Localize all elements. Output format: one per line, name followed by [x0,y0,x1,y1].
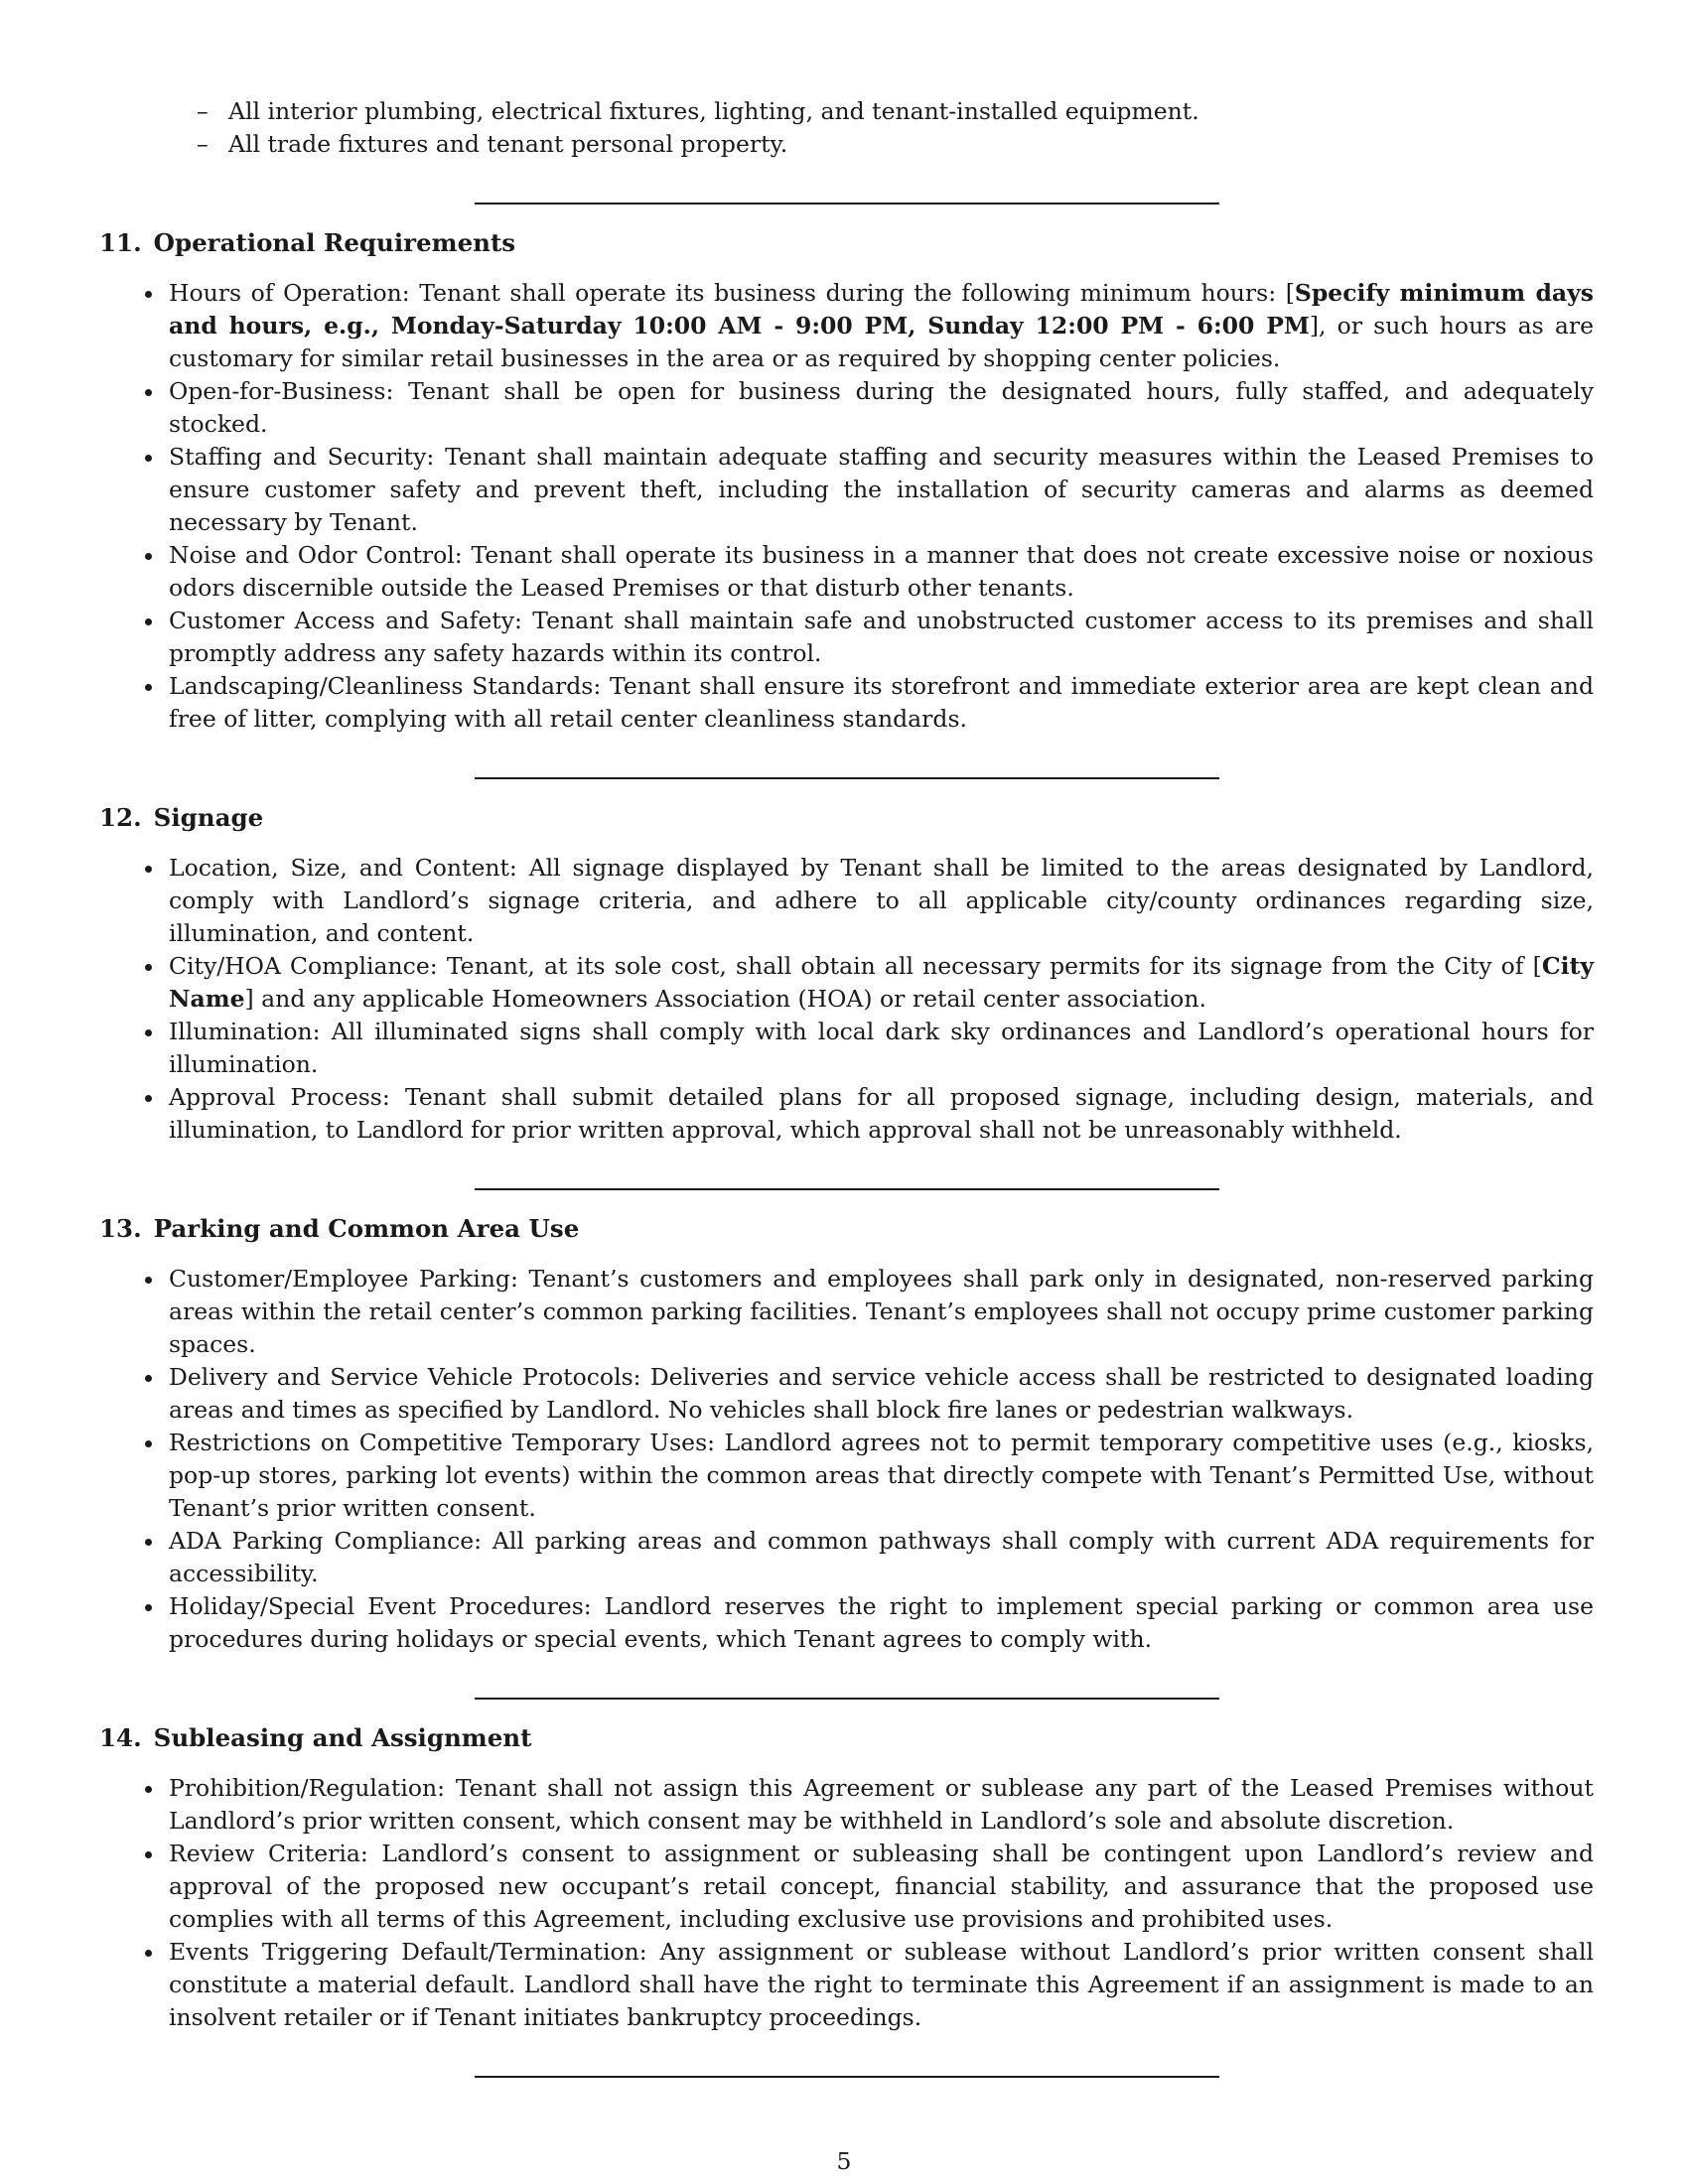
section-title: Subleasing and Assignment [153,1723,532,1752]
section-heading-signage [99,801,1594,834]
list-item: Landscaping/Cleanliness Standards: Tenant shall ensure its storefront and immediate exterior area are kept clean and free of litter, complying with all retail center cleanliness standards. [169,670,1594,736]
section-divider [475,2076,1219,2078]
section-heading-parking-common-area [99,1212,1594,1245]
signage-list [99,852,1594,1147]
section-heading-operational-requirements [99,226,1594,259]
list-item: Delivery and Service Vehicle Protocols: Deliveries and service vehicle access shall be restricted to designated loading areas and times as specified by Landlord. No vehicles shall block fire lanes or pedestrian walkways. [169,1361,1594,1427]
list-item: Illumination: All illuminated signs shall comply with local dark sky ordinances and Landlord’s operational hours for illumination. [169,1016,1594,1081]
list-item: ADA Parking Compliance: All parking areas and common pathways shall comply with current ADA requirements for accessibility. [169,1525,1594,1590]
item-text: ] and any applicable Homeowners Association (HOA) or retail center association. [244,985,1206,1013]
section-divider [475,203,1219,205]
section-divider [475,1698,1219,1700]
list-item: Staffing and Security: Tenant shall maintain adequate staffing and security measures within the Leased Premises to ensure customer safety and prevent theft, including the installation of security cameras and alarms as deemed necessary by Tenant. [169,441,1594,539]
section-number: 11. [99,228,142,257]
section-heading-subleasing-assignment [99,1721,1594,1754]
list-item [169,950,1594,1016]
subleasing-assignment-list [99,1772,1594,2034]
list-item: Review Criteria: Landlord’s consent to assignment or subleasing shall be contingent upon Landlord’s review and approval of the proposed new occupant’s retail concept, financial stability, and assurance that the proposed use complies with all terms of this Agreement, including exclusive use provisions and prohibited uses. [169,1838,1594,1936]
list-item: Customer/Employee Parking: Tenant’s customers and employees shall park only in designated, non-reserved parking areas within the retail center’s common parking facilities. Tenant’s employees shall not occupy prime customer parking spaces. [169,1263,1594,1361]
section-divider [475,1188,1219,1190]
list-item: Location, Size, and Content: All signage displayed by Tenant shall be limited to the areas designated by Landlord, comply with Landlord’s signage criteria, and adhere to all applicable city/county ordinances regarding size, illumination, and content. [169,852,1594,950]
document-page [99,95,1594,2078]
list-item: Noise and Odor Control: Tenant shall operate its business in a manner that does not create excessive noise or noxious odors discernible outside the Leased Premises or that disturb other tenants. [169,539,1594,605]
list-item: Prohibition/Regulation: Tenant shall not assign this Agreement or sublease any part of the Leased Premises without Landlord’s prior written consent, which consent may be withheld in Landlord’s sole and absolute discretion. [169,1772,1594,1838]
operational-requirements-list [99,277,1594,736]
item-text: ], or such hours as are customary for similar retail businesses in the area or as required by shopping center policies. [169,312,1594,372]
continuation-list [99,95,1594,161]
list-item: Open-for-Business: Tenant shall be open for business during the designated hours, fully staffed, and adequately stocked. [169,375,1594,441]
list-item: – All interior plumbing, electrical fixtures, lighting, and tenant-installed equipment. [197,95,1594,128]
item-placeholder: City Name [169,952,1594,1013]
list-item [169,277,1594,375]
list-item: Holiday/Special Event Procedures: Landlord reserves the right to implement special parking or common area use procedures during holidays or special events, which Tenant agrees to comply with. [169,1590,1594,1656]
list-item: Customer Access and Safety: Tenant shall maintain safe and unobstructed customer access to its premises and shall promptly address any safety hazards within its control. [169,605,1594,670]
list-item: – All trade fixtures and tenant personal property. [197,128,1594,161]
list-item: Events Triggering Default/Termination: Any assignment or sublease without Landlord’s prior written consent shall constitute a material default. Landlord shall have the right to terminate this Agreement if an assignment is made to an insolvent retailer or if Tenant initiates bankruptcy proceedings. [169,1936,1594,2034]
parking-common-area-list [99,1263,1594,1656]
item-placeholder: Specify minimum days and hours, e.g., Monday-Saturday 10:00 AM - 9:00 PM, Sunday 12:00 PM - 6:00 PM [169,279,1594,340]
section-divider [475,777,1219,779]
item-text: City/HOA Compliance: Tenant, at its sole cost, shall obtain all necessary permits for its signage from the City of [ [169,952,1542,980]
page-number: 5 [836,2147,852,2175]
list-item: Restrictions on Competitive Temporary Uses: Landlord agrees not to permit temporary competitive uses (e.g., kiosks, pop-up stores, parking lot events) within the common areas that directly compete with Tenant’s Permitted Use, without Tenant’s prior written consent. [169,1427,1594,1525]
section-number: 12. [99,803,142,832]
section-number: 14. [99,1723,142,1752]
section-title: Signage [153,803,264,832]
item-text: Hours of Operation: Tenant shall operate its business during the following minimum hours: [ [169,279,1295,307]
list-item: Approval Process: Tenant shall submit detailed plans for all proposed signage, including design, materials, and illumination, to Landlord for prior written approval, which approval shall not be unreasonably withheld. [169,1081,1594,1147]
section-title: Operational Requirements [153,228,516,257]
section-title: Parking and Common Area Use [153,1214,580,1243]
section-number: 13. [99,1214,142,1243]
